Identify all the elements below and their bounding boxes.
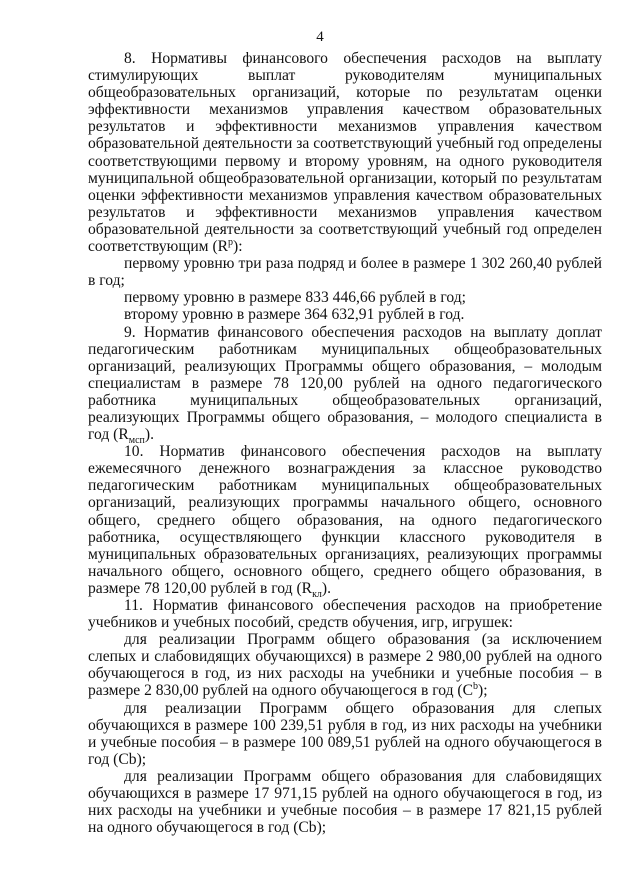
paragraph-level-2: второму уровню в размере 364 632,91 рублей в год. — [124, 306, 465, 324]
paragraph-level-1-3x: первому уровню три раза подряд и более в размере 1 302 260,40 рублей в год; — [88, 255, 602, 290]
paragraph-11-general: для реализации Программ общего образования (за исключением слепых и слабовидящих обучающихся) в размере 2 980,00 рублей на одного обучающегося в год, из них расходы на учебники и учебные пособия – в размере 2 830,00 рублей на одного обучающегося в год $(C^b)$; — [88, 631, 602, 700]
paragraph-11: 11. Норматив финансового обеспечения расходов на приобретение учебников и учебных пособий, средств обучения, игр, игрушек: — [88, 597, 602, 632]
document-body — [88, 50, 602, 836]
paragraph-level-1: первому уровню в размере 833 446,66 рублей в год; — [124, 289, 466, 307]
paragraph-9: 9. Норматив финансового обеспечения расходов на выплату доплат педагогическим работникам муниципальных общеобразовательных организаций, реализующих Программы общего образования, – молодым специалистам в размере 78 120,00 рублей на одного педагогического работника муниципальных общеобразовательных организаций, реализующих Программы общего образования, – молодого специалиста в год $(R_{мсп})$. — [88, 323, 602, 447]
page-number: 4 — [316, 29, 324, 45]
paragraph-10: 10. Норматив финансового обеспечения расходов на выплату ежемесячного денежного вознаграждения за классное руководство педагогическим работникам муниципальных общеобразовательных организаций, реализующих программы начального общего, основного общего, среднего общего образования, на одного педагогического работника, осуществляющего функции классного руководителя в муниципальных образовательных организациях, реализующих программы начального общего, основного общего, среднего общего образования, в размере 78 120,00 рублей в год $(R_{кл})$. — [88, 443, 602, 601]
paragraph-8: 8. Нормативы финансового обеспечения расходов на выплату стимулирующих выплат руководителям муниципальных общеобразовательных организаций, которые по результатам оценки эффективности механизмов управления качеством образовательных результатов и эффективности механизмов управления качеством образовательной деятельности за соответствующий учебный год определены соответствующими первому и второму уровням, на одного руководителя муниципальной общеобразовательной организации, который по результатам оценки эффективности механизмов управления качеством образовательных результатов и эффективности механизмов управления качеством образовательной деятельности за соответствующий учебный год определен соответствующим $(R^p)$: — [88, 50, 602, 256]
paragraph-11-low-vision: для реализации Программ общего образования для слабовидящих обучающихся в размере 17 971,15 рублей на одного обучающегося в год, из них расходы на учебники и учебные пособия – в размере 17 821,15 рублей на одного обучающегося в год (Cb); — [88, 767, 602, 837]
paragraph-11-blind: для реализации Программ общего образования для слепых обучающихся в размере 100 239,51 рубля в год, из них расходы на учебники и учебные пособия – в размере 100 089,51 рублей на одного обучающегося в год (Cb); — [88, 699, 602, 768]
